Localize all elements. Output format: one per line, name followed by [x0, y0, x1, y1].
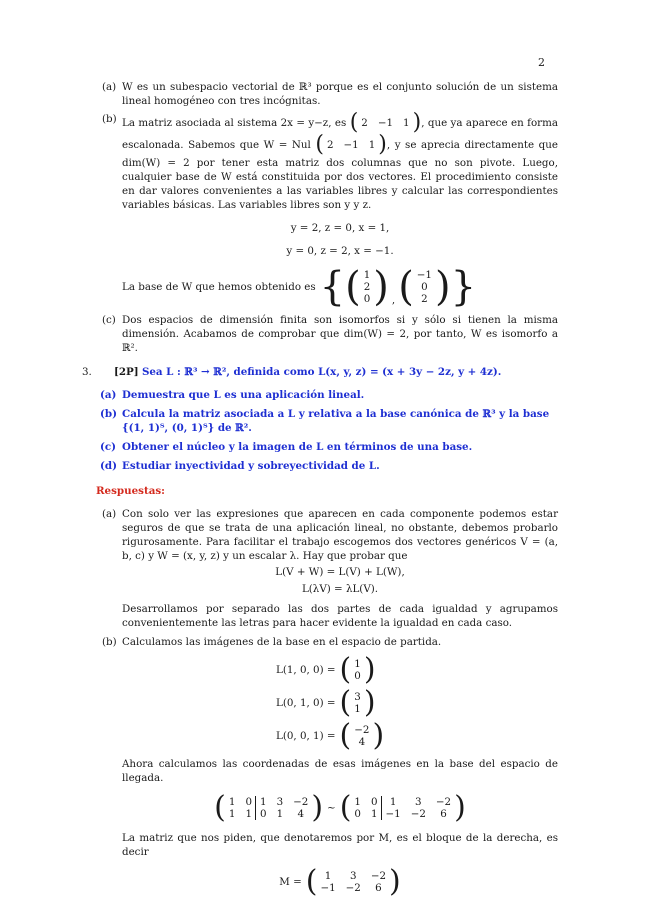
matrix-cell: 0 [370, 796, 378, 808]
question-number: 3. [82, 366, 92, 378]
vector-cell: −2 [354, 724, 370, 736]
page-content [82, 80, 558, 900]
matrix-cell: 0 [245, 796, 253, 808]
equation: L(V + W) = L(V) + L(W), [275, 566, 405, 578]
text: L(0, 1, 0) = [276, 697, 336, 709]
item-text: Calcula la matriz asociada a L y relativa a la base canónica de ℝ³ y la base {(1, 1)ᵀ, (0, 1)ᵀ} de ℝ². [122, 408, 550, 434]
item-label: (a) [100, 389, 117, 401]
matrix-cell: 2 [361, 117, 368, 129]
paragraph: W es un subespacio vectorial de ℝ³ porque es el conjunto solución de un sistema lineal homogéneo con tres incógnitas. [122, 81, 558, 107]
vector-cell: 0 [421, 281, 428, 293]
tilde-symbol: ∼ [327, 802, 336, 814]
matrix-cell: −1 [320, 882, 336, 894]
question-statement: Sea L : ℝ³ → ℝ², definida como L(x, y, z) = (x + 3y − 2z, y + 4z). [141, 366, 502, 378]
matrix-cell: 1 [370, 808, 378, 820]
matrix-cell: 1 [245, 808, 253, 820]
vector-cell: 1 [354, 703, 361, 715]
text: L(1, 0, 0) = [276, 664, 336, 676]
item-text: Estudiar inyectividad y sobreyectividad de L. [122, 460, 380, 472]
text: , que ya aparece en forma escalonada. Sabemos que W = Nul [122, 117, 558, 151]
q3-item-a [96, 388, 558, 402]
vector-cell: 2 [421, 293, 428, 305]
vector-cell: 2 [363, 281, 371, 293]
matrix-cell: 3 [415, 796, 422, 808]
q3-item-c [96, 440, 558, 454]
item-label: (d) [100, 460, 117, 472]
matrix-cell: 1 [354, 796, 361, 808]
vector-cell: 1 [363, 269, 371, 281]
equation: y = 2, z = 0, x = 1, [290, 222, 390, 234]
answers-heading: Respuestas: [96, 485, 165, 497]
paragraph: Dos espacios de dimensión finita son isomorfos si y sólo si tienen la misma dimensión. Acabamos de comprobar que dim(W) = 2, por tanto, W es isomorfo a ℝ². [122, 314, 558, 354]
text: M = [279, 876, 302, 888]
vector-cell: 3 [354, 691, 361, 703]
question-3 [82, 365, 558, 379]
image-row: L(0, 0, 1) = ( −2 4 ) [276, 718, 385, 753]
matrix-cell: 4 [297, 808, 305, 820]
matrix-cell: 2 [326, 139, 334, 151]
matrix-cell: −1 [343, 139, 359, 151]
answer-b [96, 635, 558, 897]
paragraph: Calculamos las imágenes de la base en el espacio de partida. [122, 636, 442, 648]
q3-item-d [96, 459, 558, 473]
vector-cell: 0 [363, 293, 371, 305]
matrix-cell: 1 [324, 870, 332, 882]
matrix-cell: 0 [260, 808, 267, 820]
part2-item-c [96, 313, 558, 355]
matrix-cell: 3 [349, 870, 357, 882]
matrix-cell: −1 [385, 808, 401, 820]
image-row: L(1, 0, 0) = ( 1 0 ) [276, 652, 376, 687]
equation: y = 0, z = 2, x = −1. [286, 245, 394, 257]
matrix-cell: −2 [293, 796, 309, 808]
matrix-cell: 1 [260, 796, 267, 808]
paragraph [122, 112, 558, 212]
item-label: (b) [102, 113, 117, 125]
matrix-cell: −2 [410, 808, 426, 820]
item-text: Demuestra que L es una aplicación lineal. [122, 389, 365, 401]
item-label: (c) [102, 314, 116, 326]
base-line [122, 264, 558, 310]
question-points: [2P] [114, 366, 139, 378]
paragraph: La matriz que nos piden, que denotaremos por M, es el bloque de la derecha, es decir [122, 832, 558, 858]
item-label: (a) [102, 81, 117, 93]
paragraph: Con solo ver las expresiones que aparecen en cada componente podemos estar seguros de que se trata de una aplicación lineal, no obstante, debemos probarlo rigurosamente. Para facilitar el trabajo escogemos dos vectores genéricos V = (a, b, c) y W = (x, y, z) y un escalar λ. Hay que probar que [122, 508, 558, 562]
vector-cell: −1 [416, 269, 432, 281]
matrix-cell: 1 [228, 796, 236, 808]
row-matrix: ( 2 −1 1 ) [315, 132, 387, 157]
paragraph: Desarrollamos por separado las dos partes de cada igualdad y agrupamos convenientemente las letras para hacer evidente la igualdad en cada caso. [122, 603, 558, 629]
image-row: L(0, 1, 0) = ( 3 1 ) [276, 685, 376, 720]
matrix-cell: −2 [345, 882, 361, 894]
item-label: (a) [102, 508, 117, 520]
item-text: Obtener el núcleo y la imagen de L en términos de una base. [122, 441, 473, 453]
text: , y se aprecia directamente que dim(W) = 2 por tener esta matriz dos columnas que no son pivote. Luego, cualquier base de W está constituida por dos vectores. El procedimiento consiste en dar valores convenientes a las variables libres y calcular las correspondientes variables básicas. Las variables libres son y y z. [122, 139, 558, 211]
equation: L(λV) = λL(V). [301, 583, 379, 595]
matrix-cell: 0 [354, 808, 361, 820]
page-number: 2 [538, 56, 545, 69]
answer-a [96, 507, 558, 630]
base-set: { ( 1 2 0 ) , ( −1 0 2 ) } [319, 264, 477, 310]
matrix-cell: 1 [368, 139, 376, 151]
vector-cell: 0 [354, 670, 361, 682]
matrix-cell: 3 [276, 796, 284, 808]
text: La base de W que hemos obtenido es [122, 281, 316, 293]
matrix-cell: 6 [375, 882, 382, 894]
item-label: (c) [100, 441, 117, 453]
vector-cell: 4 [358, 736, 366, 748]
matrix-cell: 1 [389, 796, 397, 808]
paragraph: Ahora calculamos las coordenadas de esas imágenes en la base del espacio de llegada. [122, 758, 558, 784]
matrix-cell: −2 [370, 870, 386, 882]
vector-cell: 1 [354, 658, 361, 670]
images-block [276, 652, 558, 753]
part2-item-b [96, 110, 558, 310]
row-matrix: ( 2 −1 1 ) [349, 110, 422, 135]
matrix-cell: 6 [440, 808, 447, 820]
matrix-cell: −1 [377, 117, 394, 129]
part2-item-a [96, 80, 558, 108]
augmented-matrix-right: ( 1 0 0 1 1 3 −2 −1 −2 6 ) [339, 790, 466, 825]
text: L(0, 0, 1) = [276, 730, 336, 742]
matrix-cell: 1 [403, 117, 410, 129]
matrix-cell: −2 [435, 796, 452, 808]
item-label: (b) [102, 636, 117, 648]
augmented-matrices [122, 790, 558, 825]
matrix-cell: 1 [276, 808, 284, 820]
matrix-m: M = ( 1 3 −2 −1 −2 6 ) [279, 864, 401, 899]
matrix-cell: 1 [228, 808, 236, 820]
item-label: (b) [100, 408, 117, 420]
q3-item-b [96, 407, 558, 435]
augmented-matrix-left: ( 1 0 1 1 1 3 −2 0 1 4 ) [214, 790, 324, 825]
text: La matriz asociada al sistema 2x = y−z, es [122, 117, 347, 129]
